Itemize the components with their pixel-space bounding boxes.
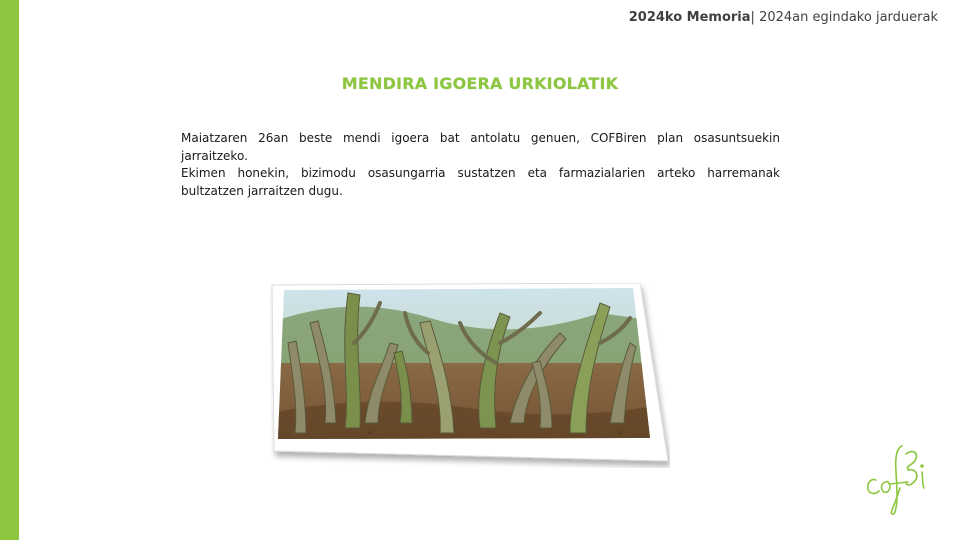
header-subtitle: 2024an egindako jarduerak — [754, 10, 938, 25]
paragraph-2: Ekimen honekin, bizimodu osasungarria sustatzen eta farmazialarien arteko harremanak bultzatzen jarraitzen dugu. — [181, 166, 780, 198]
paragraph-1: Maiatzaren 26an beste mendi igoera bat antolatu genuen, COFBiren plan osasuntsuekin jarraitzeko. — [181, 131, 780, 163]
forest-photo — [270, 283, 670, 468]
page-title: MENDIRA IGOERA URKIOLATIK — [341, 74, 619, 93]
header-bold-text: 2024ko Memoria — [628, 10, 751, 25]
page-header — [629, 10, 938, 25]
cofbi-logo — [862, 440, 932, 516]
header-separator: | — [750, 10, 755, 25]
